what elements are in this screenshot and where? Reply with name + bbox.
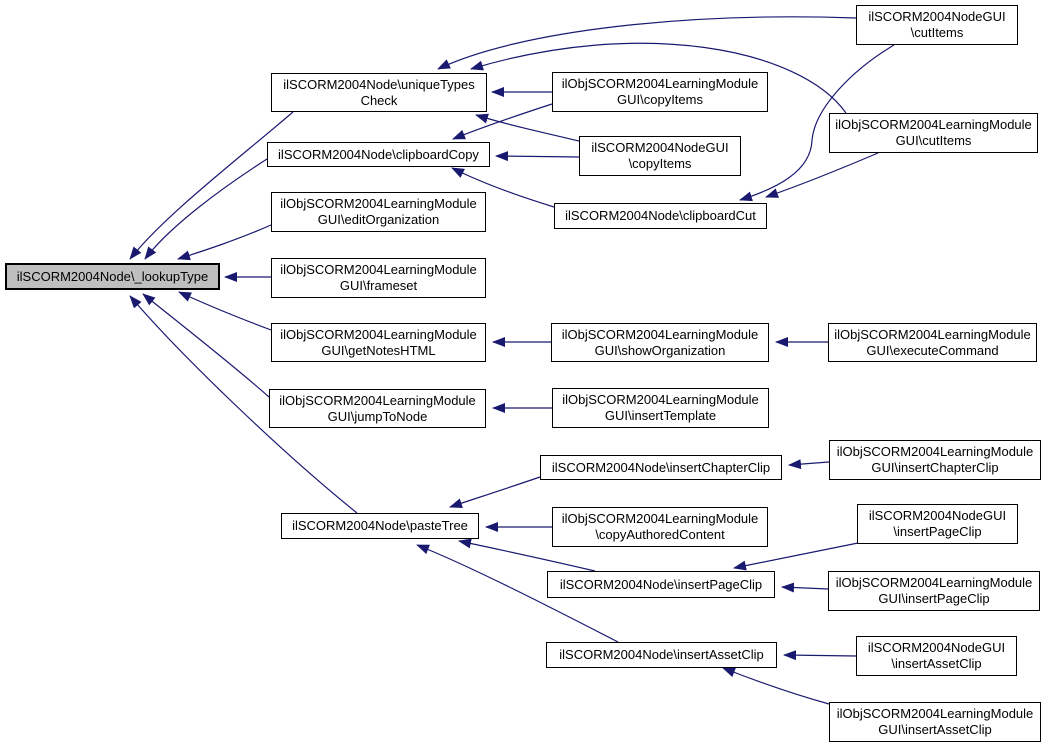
graph-node-execute-command[interactable] bbox=[828, 323, 1037, 362]
graph-node-clipboard-copy[interactable] bbox=[267, 142, 490, 167]
edge-objCutItems-clipboardCut bbox=[766, 153, 878, 197]
node-label-line: GUI\executeCommand bbox=[866, 342, 999, 358]
node-label-line: GUI\insertTemplate bbox=[604, 408, 717, 423]
graph-node-edit-organization[interactable] bbox=[271, 192, 486, 232]
graph-node-obj-copy-items[interactable] bbox=[552, 72, 768, 112]
edge-getNotesHTML-lookupType bbox=[179, 292, 271, 330]
node-label-line: ilObjSCORM2004LearningModule bbox=[280, 196, 477, 211]
node-label-line: ilObjSCORM2004LearningModule bbox=[280, 262, 477, 277]
node-label-line: \cutItems bbox=[910, 25, 964, 40]
node-label-line: \insertPageClip bbox=[893, 524, 982, 539]
node-label-line: ilSCORM2004Node\pasteTree bbox=[292, 518, 468, 533]
graph-node-clipboard-cut[interactable] bbox=[554, 203, 767, 229]
node-label-line: ilObjSCORM2004LearningModule bbox=[561, 511, 759, 526]
node-label-line: GUI\insertAssetClip bbox=[878, 722, 992, 737]
graph-node-insert-asset-clip[interactable] bbox=[546, 642, 777, 668]
node-label-line: GUI\insertChapterClip bbox=[871, 460, 999, 475]
graph-node-obj-insert-chapter-clip[interactable] bbox=[829, 440, 1041, 480]
graph-node-show-organization[interactable] bbox=[551, 323, 769, 362]
graph-node-obj-cut-items[interactable] bbox=[829, 113, 1038, 153]
node-label-line: ilObjSCORM2004LearningModule bbox=[562, 392, 759, 407]
edge-objInsertPageClip-insertPageClip bbox=[782, 587, 828, 589]
graph-node-nodegui-copy-items[interactable] bbox=[579, 136, 741, 176]
graph-node-insert-template[interactable] bbox=[552, 388, 769, 428]
edge-uniqueTypesCheck-lookupType bbox=[130, 112, 293, 259]
graph-node-insert-page-clip[interactable] bbox=[547, 571, 775, 598]
graph-node-insert-chapter-clip[interactable] bbox=[540, 455, 782, 480]
node-label-line: ilObjSCORM2004LearningModule bbox=[279, 392, 476, 408]
edge-objInsertChapterClip-insertChapterClip bbox=[789, 462, 829, 465]
edge-nodeGuiCopyItems-clipboardCopy bbox=[496, 156, 579, 157]
edge-insertChapterClip-pasteTree bbox=[450, 477, 540, 507]
node-label-line: GUI\editOrganization bbox=[317, 212, 440, 227]
graph-node-frameset[interactable] bbox=[271, 258, 486, 298]
node-label-line: ilSCORM2004Node\clipboardCut bbox=[565, 208, 756, 223]
node-label-line: GUI\frameset bbox=[339, 278, 418, 293]
node-label-line: ilSCORM2004NodeGUI bbox=[591, 140, 729, 155]
graph-node-unique-types-check[interactable] bbox=[271, 73, 487, 112]
graph-node-paste-tree[interactable] bbox=[281, 513, 479, 539]
node-label-line: GUI\getNotesHTML bbox=[321, 342, 436, 358]
edge-editOrganization-lookupType bbox=[178, 225, 271, 259]
node-label-line: ilObjSCORM2004LearningModule bbox=[836, 706, 1034, 721]
edge-nodeGuiInsertAssetClip-insertAssetClip bbox=[784, 655, 856, 656]
node-label-line: ilSCORM2004Node\uniqueTypes bbox=[283, 76, 475, 92]
graph-node-copy-authored-content[interactable] bbox=[552, 507, 768, 547]
graph-node-nodegui-insert-page-clip[interactable] bbox=[857, 504, 1018, 544]
node-label-line: ilObjSCORM2004LearningModule bbox=[836, 444, 1034, 459]
node-label-line: ilSCORM2004Node\clipboardCopy bbox=[278, 146, 479, 162]
node-label-line: ilSCORM2004NodeGUI bbox=[868, 9, 1006, 24]
edge-objInsertAssetClip-insertAssetClip bbox=[723, 668, 829, 704]
node-label-line: ilSCORM2004Node\insertChapterClip bbox=[551, 459, 771, 475]
graph-node-nodegui-insert-asset-clip[interactable] bbox=[856, 636, 1017, 676]
node-label-line: ilSCORM2004NodeGUI bbox=[868, 508, 1007, 523]
node-label-line: ilSCORM2004Node\insertAssetClip bbox=[559, 647, 764, 662]
edge-nodeGuiCopyItems-uniqueTypesCheck bbox=[476, 115, 579, 141]
node-label-line: GUI\jumpToNode bbox=[327, 408, 428, 424]
edge-jumpToNode-lookupType bbox=[143, 294, 269, 397]
graph-node-obj-insert-page-clip[interactable] bbox=[828, 571, 1040, 611]
node-label-line: \insertAssetClip bbox=[891, 656, 982, 671]
node-label-line: \copyItems bbox=[628, 156, 692, 171]
edge-clipboardCopy-lookupType bbox=[145, 159, 267, 259]
node-label-line: ilObjSCORM2004LearningModule bbox=[835, 117, 1032, 132]
node-label-line: ilSCORM2004NodeGUI bbox=[867, 640, 1006, 655]
node-label-line: ilObjSCORM2004LearningModule bbox=[561, 326, 759, 342]
node-label-line: GUI\copyItems bbox=[617, 92, 703, 107]
graph-node-lookup-type[interactable] bbox=[5, 263, 220, 290]
graph-node-jump-to-node[interactable] bbox=[269, 389, 486, 428]
node-label-line: Check bbox=[360, 92, 398, 108]
node-label-line: ilObjSCORM2004LearningModule bbox=[561, 76, 759, 91]
node-label-line: GUI\cutItems bbox=[895, 133, 972, 148]
node-label-line: ilSCORM2004Node\insertPageClip bbox=[559, 576, 763, 592]
node-label-line: ilObjSCORM2004LearningModule bbox=[835, 575, 1033, 590]
node-label-line: ilSCORM2004Node\_lookupType bbox=[16, 268, 209, 284]
node-label-line: ilObjSCORM2004LearningModule bbox=[280, 326, 477, 342]
node-label-line: GUI\showOrganization bbox=[594, 342, 726, 358]
graph-node-nodegui-cut-items[interactable] bbox=[856, 5, 1018, 45]
graph-node-get-notes-html[interactable] bbox=[271, 323, 486, 362]
node-label-line: \copyAuthoredContent bbox=[595, 527, 725, 542]
graph-node-obj-insert-asset-clip[interactable] bbox=[829, 702, 1041, 742]
node-label-line: GUI\insertPageClip bbox=[878, 591, 990, 606]
node-label-line: ilObjSCORM2004LearningModule bbox=[834, 326, 1031, 342]
